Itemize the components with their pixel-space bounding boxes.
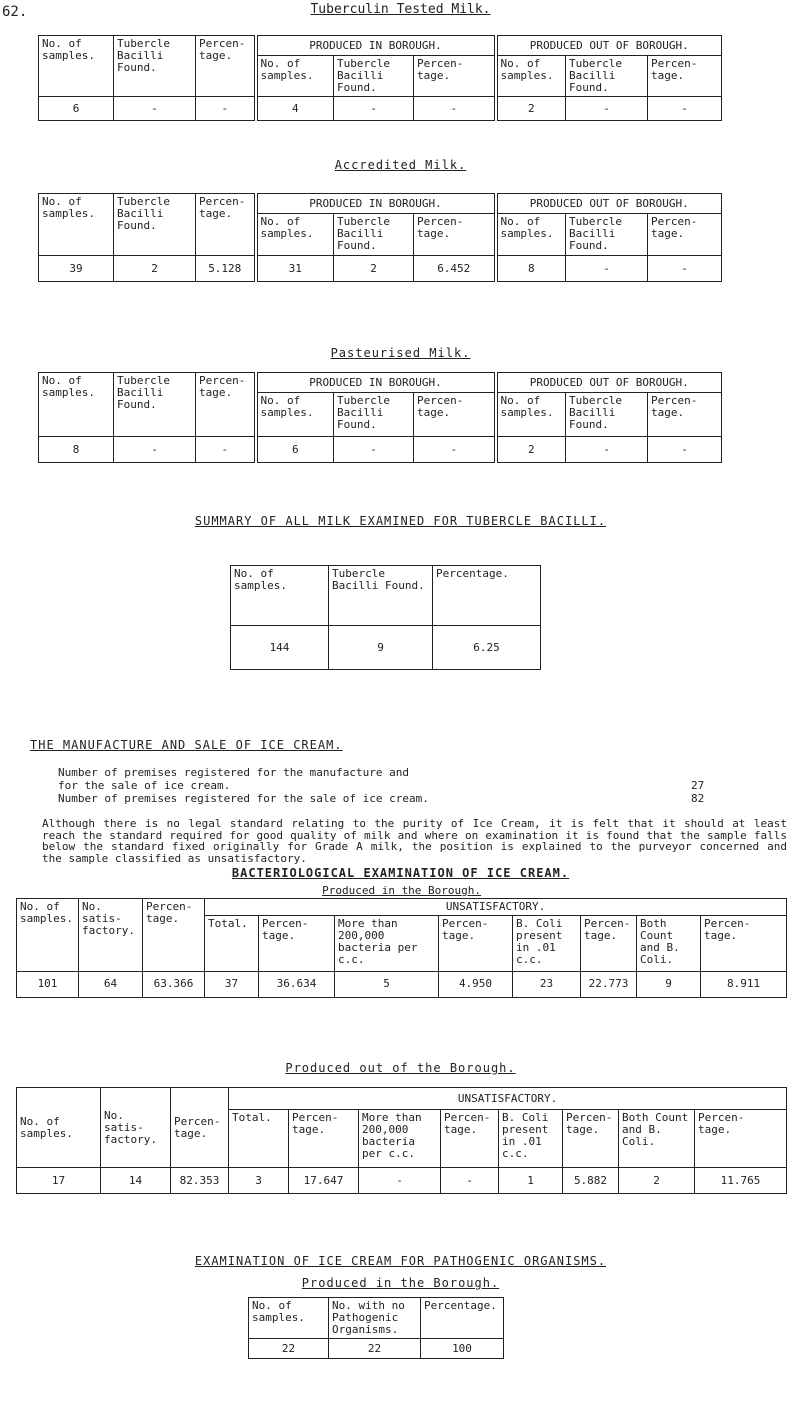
col-samples: No. of samples.: [39, 373, 114, 437]
col-samples: No. of samples.: [39, 194, 114, 256]
cell: 6.452: [414, 256, 496, 282]
pathogenic-table: [248, 1297, 504, 1359]
cell: 8: [39, 437, 114, 463]
cell: 6: [256, 437, 334, 463]
cell: 5: [335, 971, 439, 997]
col-percentage: Percen- tage.: [439, 915, 513, 971]
col-out-percentage: Percen- tage.: [648, 393, 722, 437]
col-in-samples: No. of samples.: [256, 214, 334, 256]
col-out-tubercle: Tubercle Bacilli Found.: [566, 393, 648, 437]
col-samples: No. of samples.: [231, 566, 329, 626]
produced-in-label: Produced in the Borough.: [322, 883, 482, 897]
col-percentage: Percen- tage.: [289, 1110, 359, 1168]
produced-in-header: PRODUCED IN BOROUGH.: [256, 194, 496, 214]
col-out-tubercle: Tubercle Bacilli Found.: [566, 56, 648, 97]
col-samples: No. of samples.: [39, 36, 114, 97]
col-percentage: Percen- tage.: [581, 915, 637, 971]
table-row: [39, 97, 722, 121]
col-more-than: More than 200,000 bacteria per c.c.: [359, 1110, 441, 1168]
col-percentage: Percen- tage.: [196, 373, 256, 437]
cell: -: [566, 437, 648, 463]
col-more-than: More than 200,000 bacteria per c.c.: [335, 915, 439, 971]
premises-line-3: Number of premises registered for the sale of ice cream.: [58, 792, 429, 805]
bact-out-table: [16, 1087, 787, 1194]
cell: 22: [249, 1339, 329, 1359]
cell: 31: [256, 256, 334, 282]
cell: -: [334, 437, 414, 463]
table-row: [39, 437, 722, 463]
col-samples: No. of samples.: [249, 1298, 329, 1339]
col-percentage: Percen- tage.: [441, 1110, 499, 1168]
cell: 8: [496, 256, 566, 282]
premises-value-2: 82: [691, 792, 705, 805]
col-in-tubercle: Tubercle Bacilli Found.: [334, 393, 414, 437]
ice-cream-paragraph: Although there is no legal standard relating to the purity of Ice Cream, it is felt that it should at least reach the standard required for good quality of milk and where on examination it is found that the sample falls below the standard fixed originally for Grade A milk, the position is explained to the purveyor concerned and the sample classified as unsatisfactory.: [42, 817, 787, 865]
cell: 6: [39, 97, 114, 121]
cell: 11.765: [695, 1168, 787, 1194]
col-in-percentage: Percen- tage.: [414, 214, 496, 256]
col-out-percentage: Percen- tage.: [648, 56, 722, 97]
cell: -: [648, 437, 722, 463]
summary-table: [230, 565, 541, 670]
cell: 2: [619, 1168, 695, 1194]
col-satisfactory: No. satis- factory.: [79, 898, 143, 971]
col-out-samples: No. of samples.: [496, 56, 566, 97]
col-in-samples: No. of samples.: [256, 393, 334, 437]
col-b-coli: B. Coli present in .01 c.c.: [499, 1110, 563, 1168]
cell: -: [648, 256, 722, 282]
bacteriological-title: BACTERIOLOGICAL EXAMINATION OF ICE CREAM.: [231, 866, 570, 880]
cell: 5.882: [563, 1168, 619, 1194]
cell: -: [359, 1168, 441, 1194]
cell: 64: [79, 971, 143, 997]
table-row: [231, 626, 541, 670]
col-out-samples: No. of samples.: [496, 393, 566, 437]
produced-out-header: PRODUCED OUT OF BOROUGH.: [496, 36, 722, 56]
summary-title: SUMMARY OF ALL MILK EXAMINED FOR TUBERCLE BACILLI.: [194, 514, 607, 528]
ice-cream-text: [58, 766, 778, 805]
premises-line-1: Number of premises registered for the manufacture and: [58, 766, 409, 779]
table-row: [249, 1339, 504, 1359]
produced-in-header: PRODUCED IN BOROUGH.: [256, 36, 496, 56]
pasteurised-title: Pasteurised Milk.: [330, 346, 471, 360]
pathogenic-subtitle: Produced in the Borough.: [301, 1276, 500, 1290]
cell: 63.366: [143, 971, 205, 997]
cell: 17: [17, 1168, 101, 1194]
unsatisfactory-header: UNSATISFACTORY.: [205, 898, 787, 915]
col-percentage: Percen- tage.: [259, 915, 335, 971]
col-in-samples: No. of samples.: [256, 56, 334, 97]
cell: 3: [229, 1168, 289, 1194]
col-percentage: Percentage.: [433, 566, 541, 626]
cell: 100: [421, 1339, 504, 1359]
page-number: 62.: [2, 4, 28, 20]
produced-out-header: PRODUCED OUT OF BOROUGH.: [496, 194, 722, 214]
cell: 4: [256, 97, 334, 121]
cell: 8.911: [701, 971, 787, 997]
col-percentage: Percentage.: [421, 1298, 504, 1339]
col-percentage: Percen- tage.: [701, 915, 787, 971]
col-total: Total.: [205, 915, 259, 971]
col-percentage: Percen- tage.: [695, 1110, 787, 1168]
col-in-tubercle: Tubercle Bacilli Found.: [334, 56, 414, 97]
premises-line-2: for the sale of ice cream.: [58, 779, 231, 792]
cell: 1: [499, 1168, 563, 1194]
produced-out-title: Produced out of the Borough.: [285, 1061, 516, 1075]
premises-value-1: 27: [691, 779, 705, 792]
cell: 2: [496, 437, 566, 463]
cell: 2: [334, 256, 414, 282]
cell: 14: [101, 1168, 171, 1194]
table-row: [39, 256, 722, 282]
col-samples: No. of samples.: [17, 1088, 101, 1168]
pasteurised-table: [38, 372, 722, 463]
cell: -: [441, 1168, 499, 1194]
table-row: [17, 971, 787, 997]
col-satisfactory: No. satis- factory.: [101, 1088, 171, 1168]
produced-out-header: PRODUCED OUT OF BOROUGH.: [496, 373, 722, 393]
col-percentage: Percen- tage.: [563, 1110, 619, 1168]
col-in-percentage: Percen- tage.: [414, 393, 496, 437]
col-tubercle: Tubercle Bacilli Found.: [329, 566, 433, 626]
cell: -: [114, 97, 196, 121]
col-percentage: Percen- tage.: [196, 36, 256, 97]
cell: -: [414, 97, 496, 121]
col-no-pathogenic: No. with no Pathogenic Organisms.: [329, 1298, 421, 1339]
ice-cream-title: THE MANUFACTURE AND SALE OF ICE CREAM.: [30, 738, 343, 752]
cell: -: [196, 97, 256, 121]
col-out-tubercle: Tubercle Bacilli Found.: [566, 214, 648, 256]
cell: 9: [329, 626, 433, 670]
cell: 101: [17, 971, 79, 997]
col-both: Both Count and B. Coli.: [637, 915, 701, 971]
col-out-samples: No. of samples.: [496, 214, 566, 256]
tuberculin-table: [38, 35, 722, 121]
cell: -: [648, 97, 722, 121]
bact-in-table: [16, 884, 787, 998]
accredited-table: [38, 193, 722, 282]
accredited-title: Accredited Milk.: [334, 158, 467, 172]
cell: 2: [496, 97, 566, 121]
cell: 39: [39, 256, 114, 282]
cell: 9: [637, 971, 701, 997]
cell: 6.25: [433, 626, 541, 670]
cell: -: [196, 437, 256, 463]
col-out-percentage: Percen- tage.: [648, 214, 722, 256]
col-total: Total.: [229, 1110, 289, 1168]
running-header: Tuberculin Tested Milk.: [310, 2, 491, 17]
produced-in-caption: [17, 884, 787, 898]
cell: 36.634: [259, 971, 335, 997]
cell: 82.353: [171, 1168, 229, 1194]
col-tubercle: Tubercle Bacilli Found.: [114, 373, 196, 437]
col-both: Both Count and B. Coli.: [619, 1110, 695, 1168]
cell: 144: [231, 626, 329, 670]
unsatisfactory-header: UNSATISFACTORY.: [229, 1088, 787, 1110]
table-row: [17, 1168, 787, 1194]
cell: -: [566, 97, 648, 121]
col-in-tubercle: Tubercle Bacilli Found.: [334, 214, 414, 256]
col-tubercle: Tubercle Bacilli Found.: [114, 36, 196, 97]
col-tubercle: Tubercle Bacilli Found.: [114, 194, 196, 256]
cell: -: [566, 256, 648, 282]
cell: 22: [329, 1339, 421, 1359]
cell: -: [414, 437, 496, 463]
cell: 17.647: [289, 1168, 359, 1194]
col-samples: No. of samples.: [17, 898, 79, 971]
cell: 37: [205, 971, 259, 997]
cell: 2: [114, 256, 196, 282]
cell: 23: [513, 971, 581, 997]
col-b-coli: B. Coli present in .01 c.c.: [513, 915, 581, 971]
cell: 22.773: [581, 971, 637, 997]
cell: 4.950: [439, 971, 513, 997]
pathogenic-title: EXAMINATION OF ICE CREAM FOR PATHOGENIC ORGANISMS.: [194, 1254, 607, 1268]
cell: 5.128: [196, 256, 256, 282]
col-in-percentage: Percen- tage.: [414, 56, 496, 97]
cell: -: [334, 97, 414, 121]
produced-in-header: PRODUCED IN BOROUGH.: [256, 373, 496, 393]
cell: -: [114, 437, 196, 463]
col-percentage: Percen- tage.: [143, 898, 205, 971]
col-percentage: Percen- tage.: [171, 1088, 229, 1168]
col-percentage: Percen- tage.: [196, 194, 256, 256]
